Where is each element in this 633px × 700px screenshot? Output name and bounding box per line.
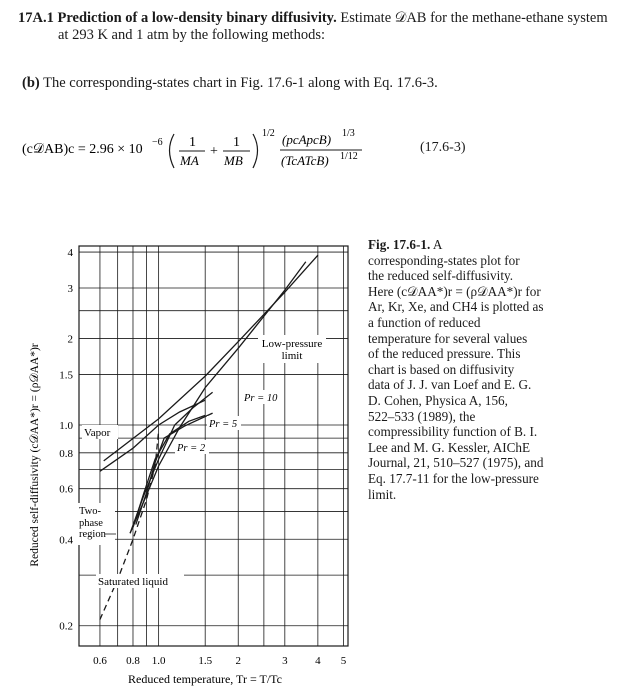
caption-line-12: 522–533 (1989), the: [368, 408, 476, 424]
eq-power-half: 1/2: [262, 128, 275, 139]
y-tick-label: 2: [67, 333, 73, 346]
caption-line-17: limit.: [368, 486, 397, 502]
caption-line-9: chart is based on diffusivity: [368, 361, 515, 377]
caption-line-5: Ar, Kr, Xe, and CH4 is plotted as: [368, 299, 544, 315]
y-tick-label: 0.4: [59, 534, 73, 547]
x-tick-label: 0.8: [126, 655, 140, 667]
x-tick-label: 4: [315, 655, 321, 667]
x-tick-label: 5: [340, 655, 347, 667]
pr10-label: Pr = 10: [244, 393, 278, 404]
caption-line-3: the reduced self-diffusivity.: [368, 268, 514, 284]
eq-numerator: (pcApcB): [282, 132, 332, 147]
caption-line-4: Here (c𝒟AA*)r = (ρ𝒟AA*)r for: [368, 283, 541, 299]
series-pr-1: [136, 413, 213, 524]
caption-line-14: Lee and M. G. Kessler, AIChE: [368, 439, 531, 455]
equation-17-6-3: [22, 122, 422, 178]
y-axis-title: Reduced self-diffusivity (c𝒟AA*)r = (ρ𝒟AA*)r: [29, 343, 41, 567]
part-b-text: The corresponding-states chart in Fig. 17.6-1 along with Eq. 17.6-3.: [43, 75, 438, 91]
y-tick-label: 0.6: [59, 483, 73, 496]
y-tick-label: 1.5: [59, 369, 73, 382]
chart-ticks: [59, 247, 346, 667]
eq-denominator: (TcATcB): [281, 153, 329, 168]
eq-den-power: 1/12: [340, 151, 358, 162]
eq-frac1-num: 1: [189, 135, 196, 150]
figure-caption: [368, 237, 560, 502]
x-tick-label: 1.0: [151, 655, 166, 667]
pr2-label: Pr = 2: [177, 443, 206, 454]
eq-right-paren: [253, 134, 258, 168]
x-tick-label: 2: [235, 655, 241, 667]
limit-label: limit: [281, 350, 303, 362]
eq-exponent: −6: [152, 137, 163, 148]
y-tick-label: 1.0: [59, 419, 73, 432]
caption-line-11: D. Cohen, Physica A, 156,: [368, 392, 508, 408]
caption-line-16: Eq. 17.7-11 for the low-pressure: [368, 470, 539, 486]
two-phase-label-2: phase: [79, 518, 103, 529]
eq-lhs: (c𝒟AB)c = 2.96 × 10: [22, 142, 143, 157]
x-tick-label: 1.5: [198, 655, 213, 667]
part-b-label: (b): [22, 75, 40, 91]
saturated-liquid-label: Saturated liquid: [98, 576, 168, 588]
x-axis-title: Reduced temperature, Tr = T/Tc: [127, 672, 283, 686]
low-pressure-label: Low-pressure: [261, 338, 323, 350]
caption-line-7: temperature for several values: [368, 330, 528, 346]
eq-frac2-den: MB: [224, 153, 243, 168]
caption-line-10: data of J. J. van Loef and E. G.: [368, 377, 532, 393]
y-tick-label: 0.8: [59, 447, 73, 460]
problem-statement: [18, 10, 623, 44]
caption-line-2: corresponding-states plot for: [368, 252, 520, 268]
caption-line-6: a function of reduced: [368, 314, 481, 330]
y-tick-label: 0.2: [59, 620, 73, 633]
pr5-label: Pr = 5: [209, 419, 238, 430]
y-tick-label: 3: [67, 282, 73, 295]
caption-line-13: compressibility function of B. I.: [368, 424, 538, 440]
diffusivity-chart: [0, 235, 365, 695]
part-b: [22, 75, 438, 92]
x-tick-label: 3: [282, 655, 288, 667]
two-phase-label-1: Two-: [79, 506, 102, 517]
eq-left-paren: [170, 134, 175, 168]
series-pr-2: [133, 415, 205, 527]
eq-plus: +: [210, 144, 218, 159]
caption-line-8: of the reduced pressure. This: [368, 346, 521, 362]
problem-text-2: at 293 K and 1 atm by the following methods:: [58, 27, 326, 43]
two-phase-label-3: region: [79, 529, 106, 540]
caption-line-1: A: [432, 237, 443, 252]
problem-title: Prediction of a low-density binary diffusivity.: [57, 10, 337, 26]
y-tick-label: 4: [67, 247, 73, 260]
eq-frac1-den: MA: [180, 153, 199, 168]
problem-number: 17A.1: [18, 10, 54, 26]
equation-number: (17.6-3): [420, 140, 466, 155]
eq-frac2-num: 1: [233, 135, 240, 150]
problem-text-1: Estimate 𝒟AB for the methane-ethane system: [340, 10, 608, 26]
vapor-label: Vapor: [84, 427, 111, 439]
x-tick-label: 0.6: [93, 655, 107, 667]
caption-line-15: Journal, 21, 510–527 (1975), and: [368, 455, 544, 471]
caption-label: Fig. 17.6-1.: [368, 237, 431, 252]
eq-num-power: 1/3: [342, 128, 355, 139]
